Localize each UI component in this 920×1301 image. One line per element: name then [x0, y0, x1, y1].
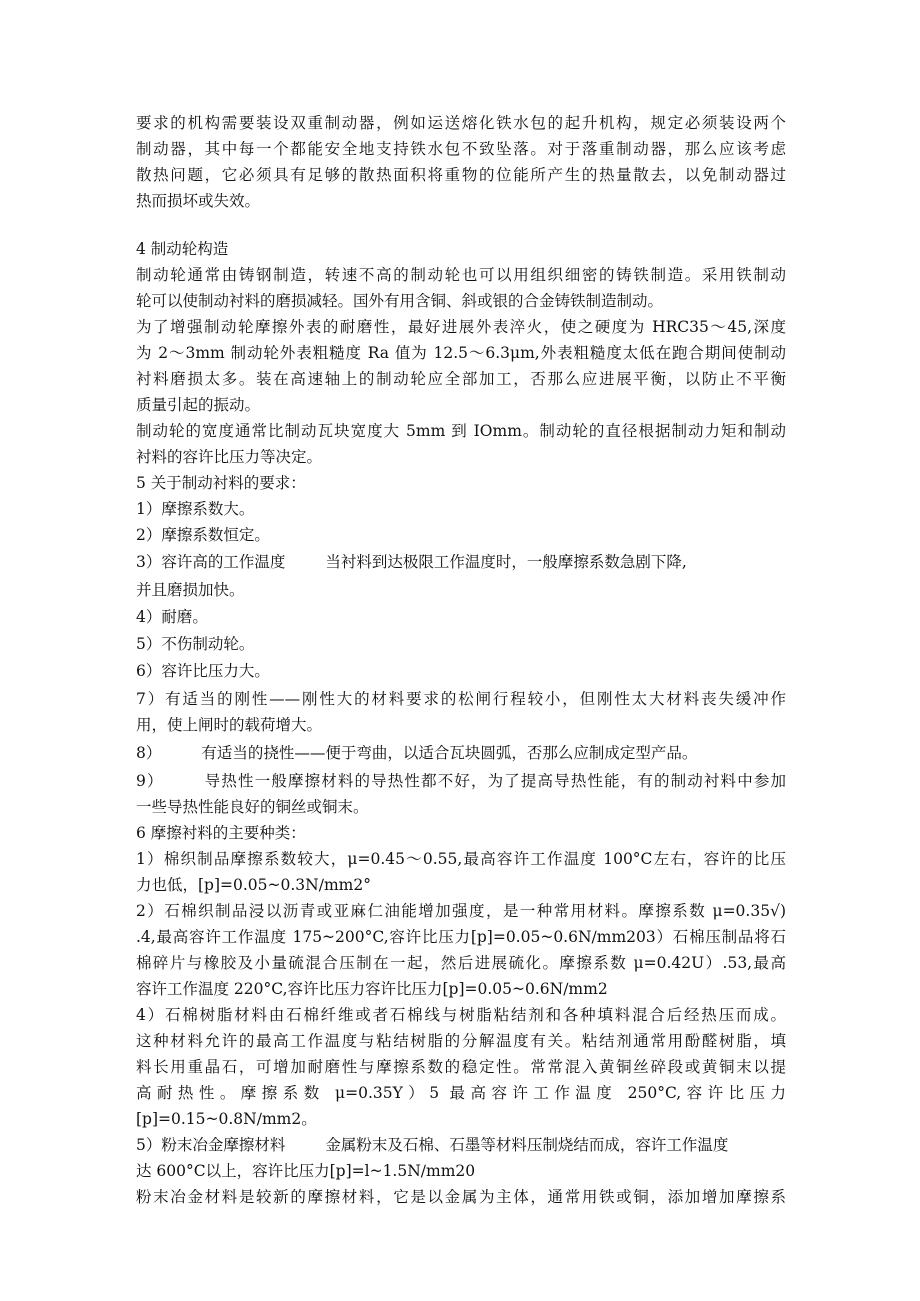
text-line: 要求的机构需要装设双重制动器，例如运送熔化铁水包的起升机构，规定必须装设两个 [136, 114, 786, 132]
list-item: 5）不伤制动轮。 [136, 635, 255, 653]
text-line: 用，使上闸时的载荷增大。 [136, 716, 323, 734]
text-line: 制动轮通常由铸钢制造，转速不高的制动轮也可以用组织细密的铸铁制造。采用铁制动 [136, 266, 786, 284]
list-item-row [136, 740, 786, 766]
list-item: 4）耐磨。 [136, 608, 208, 626]
section-heading: 5 关于制动衬料的要求： [136, 474, 306, 492]
list-item-label: 3）容许高的工作温度 [136, 553, 286, 571]
text-line: 料长用重晶石，可增加耐磨性与摩擦系数的稳定性。常常混入黄铜丝碎段或黄铜末以提 [136, 1058, 786, 1076]
text-line: 制动器，其中每一个都能安全地支持铁水包不致坠落。对于落重制动器，那么应该考虑 [136, 140, 786, 158]
text-line: [p]=0.15~0.8N∕mm2。 [136, 1110, 317, 1128]
list-item-text: 当衬料到达极限工作温度时，一般摩擦系数急剧下降, [325, 553, 687, 571]
text-line: 衬料的容许比压力等决定。 [136, 448, 323, 466]
text-line: 4）石棉树脂材料由石棉纤维或者石棉线与树脂粘结剂和各种填料混合后经热压而成。 [136, 1006, 786, 1024]
list-item-text: 有适当的挠性——便于弯曲，以适合瓦块圆弧，否那么应制成定型产品。 [201, 744, 698, 762]
list-item: 1）摩擦系数大。 [136, 500, 255, 518]
list-item-label: 5）粉末冶金摩擦材料 [136, 1136, 286, 1154]
section-heading: 4 制动轮构造 [136, 240, 229, 258]
text-line: .4,最高容许工作温度 175~200°C,容许比压力[p]=0.05~0.6N∕mm203）石棉压制品将石 [136, 928, 786, 946]
text-line: 一些导热性能良好的铜丝或铜末。 [136, 798, 369, 816]
text-line: 粉末冶金材料是较新的摩擦材料，它是以金属为主体，通常用铁或铜，添加增加摩擦系 [136, 1188, 786, 1206]
list-item-number: 8） [136, 744, 162, 762]
list-item-text: 导热性一般摩擦材料的导热性都不好，为了提高导热性能，有的制动衬料中参加 [203, 772, 786, 790]
list-item-text: 金属粉末及石棉、石墨等材料压制烧结而成，容许工作温度 [325, 1136, 729, 1154]
text-line: 散热问题，它必须具有足够的散热面积将重物的位能所产生的热量散去，以免制动器过 [136, 166, 786, 184]
text-line: 制动轮的宽度通常比制动瓦块宽度大 5mm 到 IOmm。制动轮的直径根据制动力矩和制动 [136, 422, 786, 440]
list-item-row [136, 549, 786, 575]
text-line: 1）棉织制品摩擦系数较大，μ=0.45～0.55,最高容许工作温度 100°C左右，容许的比压 [136, 850, 786, 868]
text-line: 并且磨损加快。 [136, 581, 245, 599]
text-line: 2）石棉织制品浸以沥青或亚麻仁油能增加强度，是一种常用材料。摩擦系数 μ=0.35√) [136, 902, 786, 920]
list-item-row [136, 768, 786, 794]
text-line: 这种材料允许的最高工作温度与粘结树脂的分解温度有关。粘结剂通常用酚醛树脂，填 [136, 1032, 786, 1050]
text-line: 棉碎片与橡胶及小量硫混合压制在一起，然后进展硫化。摩擦系数 μ=0.42U）.53,最高 [136, 954, 786, 972]
list-item: 2）摩擦系数恒定。 [136, 526, 270, 544]
list-item-number: 9） [136, 772, 164, 790]
text-line: 热而损坏或失效。 [136, 192, 261, 210]
text-line: 高耐热性。摩擦系数 μ=0.35Y）5 最高容许工作温度 250°C,容许比压力 [136, 1084, 786, 1102]
text-line: 质量引起的振动。 [136, 396, 261, 414]
list-item-row [136, 1132, 786, 1158]
section-heading: 6 摩擦衬料的主要种类： [136, 824, 306, 842]
text-line: 容许工作温度 220°C,容许比压力容许比压力[p]=0.05~0.6N∕mm2 [136, 980, 608, 998]
text-line: 衬料磨损太多。装在高速轴上的制动轮应全部加工，否那么应进展平衡，以防止不平衡 [136, 370, 786, 388]
text-line: 力也低，[p]=0.05~0.3N∕mm2° [136, 876, 371, 894]
list-item: 6）容许比压力大。 [136, 662, 270, 680]
text-line: 为了增强制动轮摩擦外表的耐磨性，最好进展外表淬火，使之硬度为 HRC35～45,深度 [136, 318, 786, 336]
text-line: 轮可以使制动衬料的磨损减轻。国外有用含铜、斜或银的合金铸铁制造制动。 [136, 292, 664, 310]
list-item: 7）有适当的刚性——刚性大的材料要求的松闸行程较小，但刚性太大材料丧失缓冲作 [136, 690, 786, 708]
text-line: 达 600°C以上，容许比压力[p]=l~1.5N∕mm20 [136, 1162, 476, 1180]
text-line: 为 2～3mm 制动轮外表粗糙度 Ra 值为 12.5～6.3μm,外表粗糙度太低在跑合期间使制动 [136, 344, 786, 362]
